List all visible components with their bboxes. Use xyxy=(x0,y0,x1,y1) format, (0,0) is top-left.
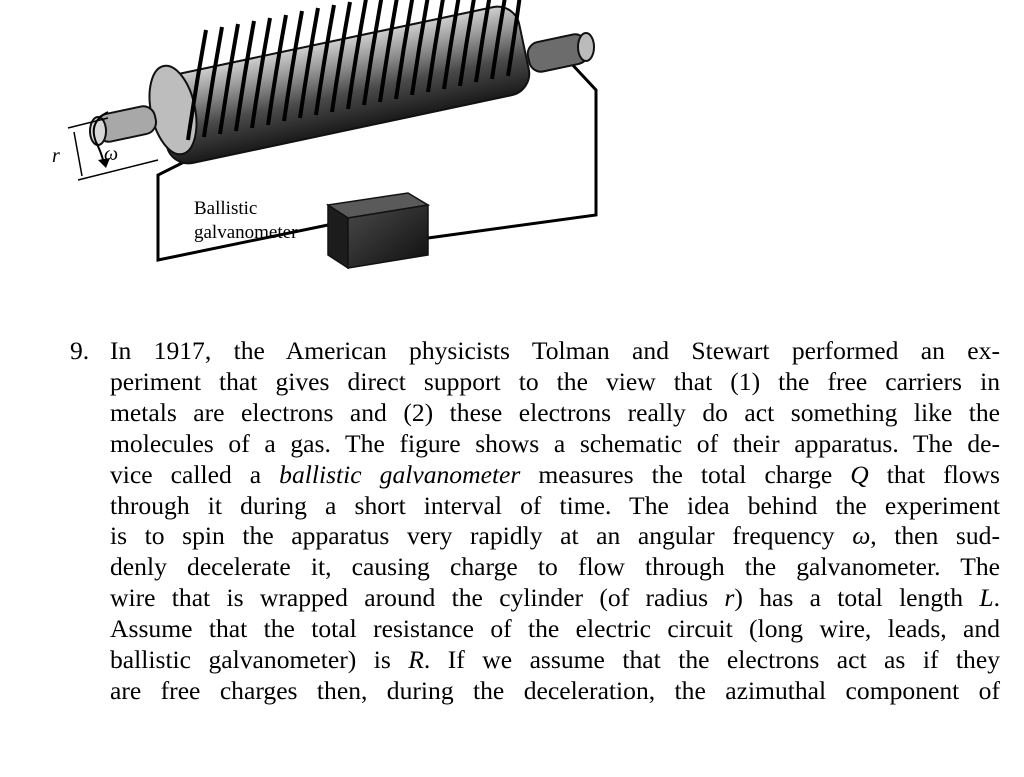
problem-number: 9. xyxy=(70,336,90,365)
text-line: is to spin the apparatus very rapidly at an angular frequency ω, then sud- xyxy=(110,521,1000,551)
galvanometer-label-top: Ballistic xyxy=(194,198,258,219)
text-line: are free charges then, during the deceleration, the azimuthal component of xyxy=(110,675,1000,705)
text-line: wire that is wrapped around the cylinder (of radius r) has a total length L. xyxy=(110,583,1000,613)
text-line: ballistic galvanometer) is R. If we assume that the electrons act as if they xyxy=(110,645,1000,675)
radius-symbol: r xyxy=(52,145,60,167)
galvanometer-label-bottom: galvanometer xyxy=(194,222,298,243)
text-line: vice called a ballistic galvanometer measures the total charge Q that flows xyxy=(110,459,1000,489)
text-line: periment that gives direct support to the view that (1) the free carriers in xyxy=(110,366,1000,396)
problem-9 xyxy=(70,336,1000,707)
symbol-R: R xyxy=(408,645,424,675)
symbol-L: L xyxy=(979,583,994,613)
text-line: In 1917, the American physicists Tolman and Stewart performed an ex- xyxy=(110,336,1000,365)
symbol-omega: ω xyxy=(852,521,871,551)
text-line: molecules of a gas. The figure shows a schematic of their apparatus. The de- xyxy=(110,428,1000,458)
text-line: denly decelerate it, causing charge to flow through the galvanometer. The xyxy=(110,552,1000,582)
text-line: Assume that the total resistance of the electric circuit (long wire, leads, and xyxy=(110,614,1000,644)
tolman-stewart-apparatus-figure xyxy=(28,0,628,295)
omega-symbol: ω xyxy=(104,143,119,165)
axle-left xyxy=(90,104,158,145)
emphasis-ballistic-galvanometer: ballistic galvanometer xyxy=(279,459,521,489)
axle-right xyxy=(526,32,594,74)
text-line: metals are electrons and (2) these electrons really do act something like the xyxy=(110,397,1000,427)
text-line: through it during a short interval of time. The idea behind the experiment xyxy=(110,490,1000,520)
symbol-Q: Q xyxy=(850,459,869,489)
problem-text xyxy=(110,336,1000,707)
symbol-r: r xyxy=(724,583,735,613)
galvanometer-box xyxy=(328,193,428,268)
